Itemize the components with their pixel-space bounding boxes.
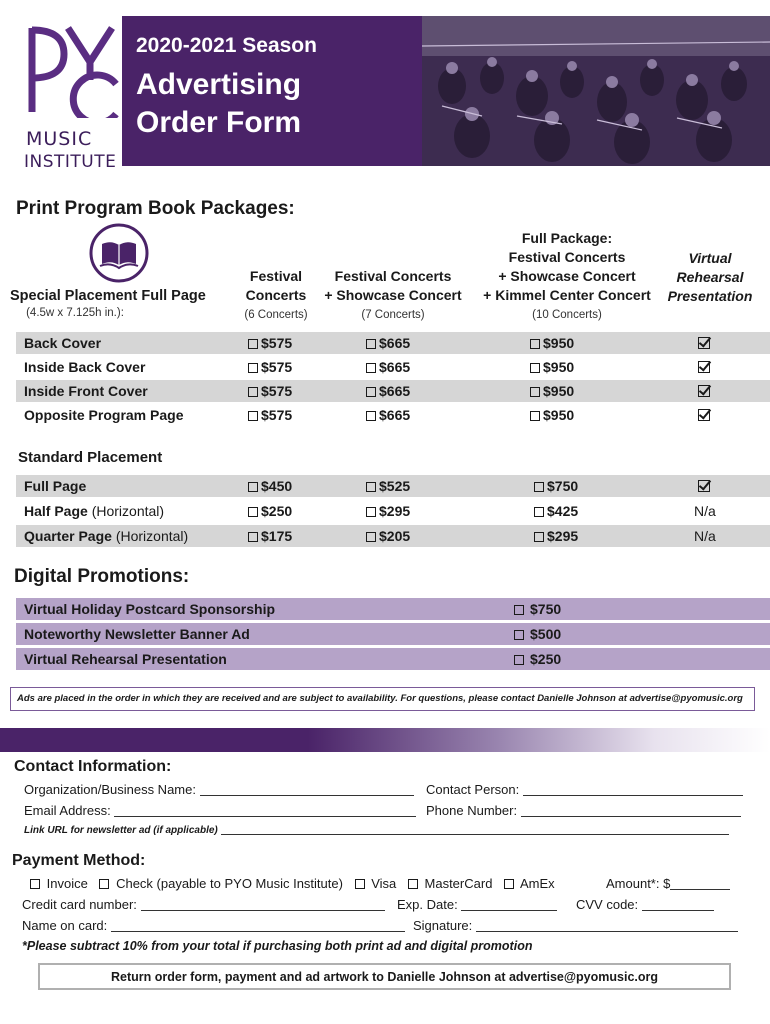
amount-input-line[interactable] [670, 889, 730, 890]
row-label-main: Full Page [24, 478, 87, 494]
checkbox[interactable] [530, 411, 540, 421]
checkbox[interactable] [248, 363, 258, 373]
print-packages-heading: Print Program Book Packages: [16, 198, 295, 219]
digital-row [16, 648, 770, 670]
checkbox[interactable] [248, 532, 258, 542]
discount-note: *Please subtract 10% from your total if purchasing both print ad and digital promotion [22, 939, 533, 953]
price-option[interactable] [530, 383, 574, 399]
row-label: Opposite Program Page [24, 407, 184, 423]
signature-input-line[interactable] [476, 931, 738, 932]
amex-label: AmEx [519, 876, 555, 891]
price-text: $575 [261, 383, 293, 399]
col-header-line: Virtual [688, 250, 732, 266]
price-option[interactable] [530, 407, 574, 423]
season-title: 2020-2021 Season [136, 34, 317, 57]
table-row [16, 332, 770, 354]
price-option[interactable] [248, 503, 292, 519]
price-text: $250 [261, 503, 293, 519]
col-header-festival-showcase [318, 267, 468, 305]
price-text: $950 [543, 335, 575, 351]
card-name-input-line[interactable] [111, 931, 405, 932]
price-text: $500 [530, 626, 562, 642]
mastercard-checkbox[interactable] [408, 879, 418, 889]
price-option[interactable] [514, 626, 561, 642]
card-number-field[interactable] [22, 897, 385, 912]
checked-box-icon[interactable] [698, 337, 710, 349]
open-book-icon [88, 222, 150, 284]
price-text: $750 [547, 478, 579, 494]
price-option[interactable] [530, 335, 574, 351]
table-row [16, 475, 770, 497]
link-url-label: Link URL for newsletter ad (if applicable) [24, 825, 218, 836]
col-header-line: Full Package: [521, 230, 613, 246]
checkbox[interactable] [248, 411, 258, 421]
row-label [24, 503, 164, 519]
price-option[interactable] [248, 383, 292, 399]
col-header-line: Concerts [245, 287, 307, 303]
price-option[interactable] [248, 407, 292, 423]
orchestra-photo [422, 16, 770, 166]
amex-checkbox[interactable] [504, 879, 514, 889]
pyo-logo-mark [24, 22, 124, 118]
card-number-input-line[interactable] [141, 910, 385, 911]
divider-bar [0, 728, 770, 752]
price-option[interactable] [534, 528, 578, 544]
price-text: $665 [379, 407, 411, 423]
price-text: $205 [379, 528, 411, 544]
checkbox[interactable] [366, 411, 376, 421]
checkbox[interactable] [248, 339, 258, 349]
virtual-option[interactable] [698, 335, 710, 351]
checkbox[interactable] [534, 532, 544, 542]
price-option[interactable] [248, 478, 292, 494]
special-placement-label: Special Placement Full Page [10, 288, 206, 304]
header [0, 14, 770, 170]
table-row [16, 356, 770, 378]
price-text: $425 [547, 503, 579, 519]
row-label: Noteworthy Newsletter Banner Ad [24, 626, 250, 642]
signature-label: Signature: [413, 918, 473, 933]
col-header-line: + Kimmel Center Concert [483, 287, 651, 303]
digital-row [16, 623, 770, 645]
cvv-label: CVV code: [576, 897, 639, 912]
mastercard-label: MasterCard [424, 876, 493, 891]
col-header-line: Festival Concerts [508, 249, 626, 265]
table-row [16, 525, 770, 547]
price-text: $575 [261, 359, 293, 375]
price-text: $295 [547, 528, 579, 544]
phone-field[interactable] [426, 803, 741, 818]
col-header-line: Presentation [667, 288, 753, 304]
page-title-line2: Order Form [136, 106, 302, 139]
exp-date-field[interactable] [397, 897, 557, 912]
cvv-input-line[interactable] [642, 910, 714, 911]
organization-label: Organization/Business Name: [24, 782, 196, 797]
checked-box-icon[interactable] [698, 385, 710, 397]
col-header-line: + Showcase Concert [498, 268, 636, 284]
col-header-festival [234, 267, 318, 305]
checkbox[interactable] [534, 482, 544, 492]
price-option[interactable] [534, 503, 578, 519]
checkbox[interactable] [366, 507, 376, 517]
row-label: Inside Front Cover [24, 383, 148, 399]
price-text: $665 [379, 383, 411, 399]
price-text: $750 [530, 601, 562, 617]
table-row [16, 380, 770, 402]
price-text: $525 [379, 478, 411, 494]
virtual-option[interactable] [698, 359, 710, 375]
checked-box-icon[interactable] [698, 361, 710, 373]
row-label: Virtual Holiday Postcard Sponsorship [24, 601, 276, 617]
price-option[interactable] [366, 503, 410, 519]
signature-field[interactable] [413, 918, 738, 933]
checkbox[interactable] [366, 387, 376, 397]
cvv-field[interactable] [576, 897, 714, 912]
price-text: $950 [543, 383, 575, 399]
col-sub-festival-showcase: (7 Concerts) [361, 309, 425, 321]
invoice-checkbox[interactable] [30, 879, 40, 889]
standard-placement-heading: Standard Placement [18, 449, 163, 466]
row-label-main: Quarter Page [24, 528, 112, 544]
page-title [136, 66, 301, 142]
checkbox[interactable] [366, 339, 376, 349]
phone-input-line[interactable] [521, 816, 741, 817]
card-name-field[interactable] [22, 918, 405, 933]
col-header-line: Rehearsal [676, 269, 744, 285]
price-text: $575 [261, 407, 293, 423]
checkbox[interactable] [248, 482, 258, 492]
amount-label: Amount*: $ [606, 876, 671, 891]
checkbox[interactable] [366, 482, 376, 492]
card-name-label: Name on card: [22, 918, 108, 933]
orchestra-photo-image [422, 16, 770, 166]
col-sub-full-package: (10 Concerts) [532, 309, 602, 321]
email-field[interactable] [24, 803, 416, 818]
digital-promotions-heading: Digital Promotions: [14, 566, 190, 587]
price-option[interactable] [366, 528, 410, 544]
checkbox[interactable] [366, 363, 376, 373]
virtual-option[interactable] [698, 383, 710, 399]
page-title-line1: Advertising [136, 68, 302, 101]
price-option[interactable] [366, 478, 410, 494]
row-label-main: Half Page [24, 503, 88, 519]
price-option[interactable] [248, 359, 292, 375]
email-input-line[interactable] [114, 816, 416, 817]
special-placement-size: (4.5w x 7.125h in.): [26, 307, 124, 319]
row-label-suffix: (Horizontal) [111, 528, 189, 544]
price-text: $250 [530, 651, 562, 667]
title-panel [122, 16, 422, 166]
checkbox[interactable] [248, 387, 258, 397]
table-row [16, 500, 770, 522]
amount-field[interactable] [606, 876, 730, 891]
checkbox[interactable] [530, 387, 540, 397]
virtual-na: N/a [694, 528, 716, 544]
price-option[interactable] [530, 359, 574, 375]
check-label: Check (payable to PYO Music Institute) [116, 876, 343, 891]
pyo-logo [20, 22, 124, 172]
price-text: $575 [261, 335, 293, 351]
checkbox[interactable] [514, 655, 524, 665]
price-option[interactable] [366, 407, 410, 423]
table-row [16, 404, 770, 426]
price-option[interactable] [514, 601, 561, 617]
organization-field[interactable] [24, 782, 414, 797]
price-text: $295 [379, 503, 411, 519]
virtual-option[interactable] [698, 407, 710, 423]
col-header-line: + Showcase Concert [324, 287, 462, 303]
visa-checkbox[interactable] [355, 879, 365, 889]
contact-person-field[interactable] [426, 782, 743, 797]
exp-date-label: Exp. Date: [397, 897, 458, 912]
organization-input-line[interactable] [200, 795, 414, 796]
card-number-label: Credit card number: [22, 897, 137, 912]
virtual-na: N/a [694, 503, 716, 519]
price-option[interactable] [248, 335, 292, 351]
availability-notice: Ads are placed in the order in which they are received and are subject to availability. For questions, please contact Danielle Johnson at advertise@pyomusic.org [10, 687, 755, 711]
check-checkbox[interactable] [99, 879, 109, 889]
contact-heading: Contact Information: [14, 758, 172, 775]
contact-person-label: Contact Person: [426, 782, 520, 797]
col-header-full-package [476, 229, 658, 305]
link-url-input-line[interactable] [221, 834, 729, 835]
checkbox[interactable] [514, 630, 524, 640]
price-option[interactable] [366, 335, 410, 351]
checked-box-icon[interactable] [698, 480, 710, 492]
price-text: $665 [379, 359, 411, 375]
price-option[interactable] [366, 359, 410, 375]
invoice-label: Invoice [46, 876, 88, 891]
row-label: Inside Back Cover [24, 359, 146, 375]
return-instructions: Return order form, payment and ad artwork to Danielle Johnson at advertise@pyomusic.org [38, 963, 731, 990]
email-label: Email Address: [24, 803, 111, 818]
payment-options [30, 876, 555, 891]
exp-date-input-line[interactable] [461, 910, 557, 911]
checkbox[interactable] [530, 339, 540, 349]
contact-person-input-line[interactable] [523, 795, 743, 796]
col-header-line: Festival [249, 268, 303, 284]
checkbox[interactable] [366, 532, 376, 542]
phone-label: Phone Number: [426, 803, 518, 818]
row-label [24, 528, 188, 544]
logo-institute-text: INSTITUTE [24, 152, 117, 172]
price-option[interactable] [366, 383, 410, 399]
price-text: $175 [261, 528, 293, 544]
checkbox[interactable] [514, 605, 524, 615]
price-text: $450 [261, 478, 293, 494]
logo-music-text: MUSIC [26, 128, 93, 150]
checked-box-icon[interactable] [698, 409, 710, 421]
col-header-virtual [662, 249, 758, 306]
price-text: $950 [543, 407, 575, 423]
virtual-option[interactable] [698, 478, 710, 494]
row-label-suffix: (Horizontal) [87, 503, 165, 519]
price-text: $950 [543, 359, 575, 375]
row-label: Virtual Rehearsal Presentation [24, 651, 227, 667]
payment-heading: Payment Method: [12, 852, 146, 869]
checkbox[interactable] [248, 507, 258, 517]
price-option[interactable] [248, 528, 292, 544]
col-sub-festival: (6 Concerts) [244, 309, 308, 321]
visa-label: Visa [371, 876, 397, 891]
price-text: $665 [379, 335, 411, 351]
link-url-field[interactable] [24, 825, 729, 836]
row-label [24, 478, 86, 494]
digital-row [16, 598, 770, 620]
price-option[interactable] [514, 651, 561, 667]
row-label: Back Cover [24, 335, 102, 351]
price-option[interactable] [534, 478, 578, 494]
col-header-line: Festival Concerts [334, 268, 452, 284]
checkbox[interactable] [534, 507, 544, 517]
checkbox[interactable] [530, 363, 540, 373]
